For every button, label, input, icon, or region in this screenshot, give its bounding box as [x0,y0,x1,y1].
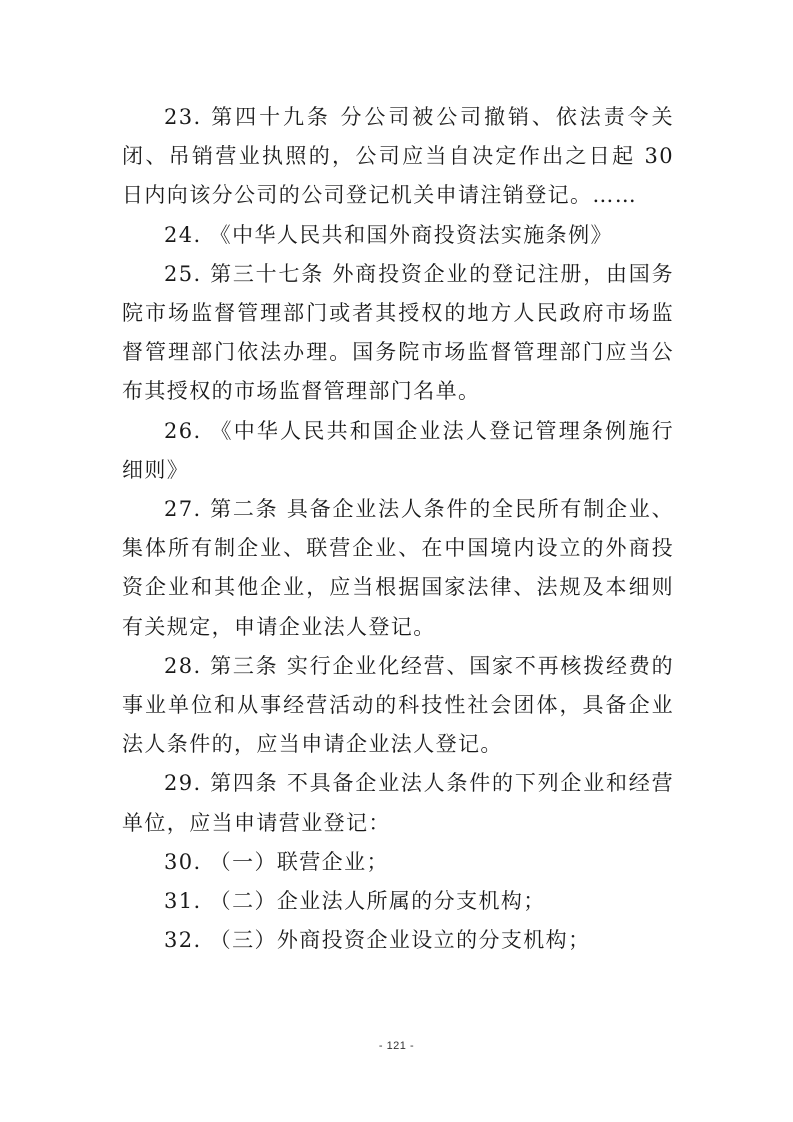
paragraph-28: 28. 第三条 实行企业化经营、国家不再核拨经费的事业单位和从事经营活动的科技性社会团体，具备企业法人条件的，应当申请企业法人登记。 [122,653,674,757]
paragraph-24: 24. 《中华人民共和国外商投资法实施条例》 [164,222,613,247]
document-body [122,98,674,960]
paragraph-25: 25. 第三十七条 外商投资企业的登记注册，由国务院市场监督管理部门或者其授权的地方人民政府市场监督管理部门依法办理。国务院市场监督管理部门应当公布其授权的市场监督管理部门名单。 [122,261,674,404]
paragraph-27: 27. 第二条 具备企业法人条件的全民所有制企业、集体所有制企业、联营企业、在中国境内设立的外商投资企业和其他企业，应当根据国家法律、法规及本细则有关规定，申请企业法人登记。 [122,497,674,639]
paragraph-32: 32. （三）外商投资企业设立的分支机构； [164,928,591,953]
paragraph-31: 31. （二）企业法人所属的分支机构； [164,889,546,914]
paragraph-30: 30. （一）联营企业； [164,849,389,874]
page-number: - 121 - [378,1040,415,1052]
paragraph-29: 29. 第四条 不具备企业法人条件的下列企业和经营单位，应当申请营业登记： [122,771,674,835]
paragraph-26: 26. 《中华人民共和国企业法人登记管理条例施行细则》 [122,418,674,482]
paragraph-23: 23. 第四十九条 分公司被公司撤销、依法责令关闭、吊销营业执照的，公司应当自决定作出之日起 30 日内向该分公司的公司登记机关申请注销登记。…… [122,105,674,208]
